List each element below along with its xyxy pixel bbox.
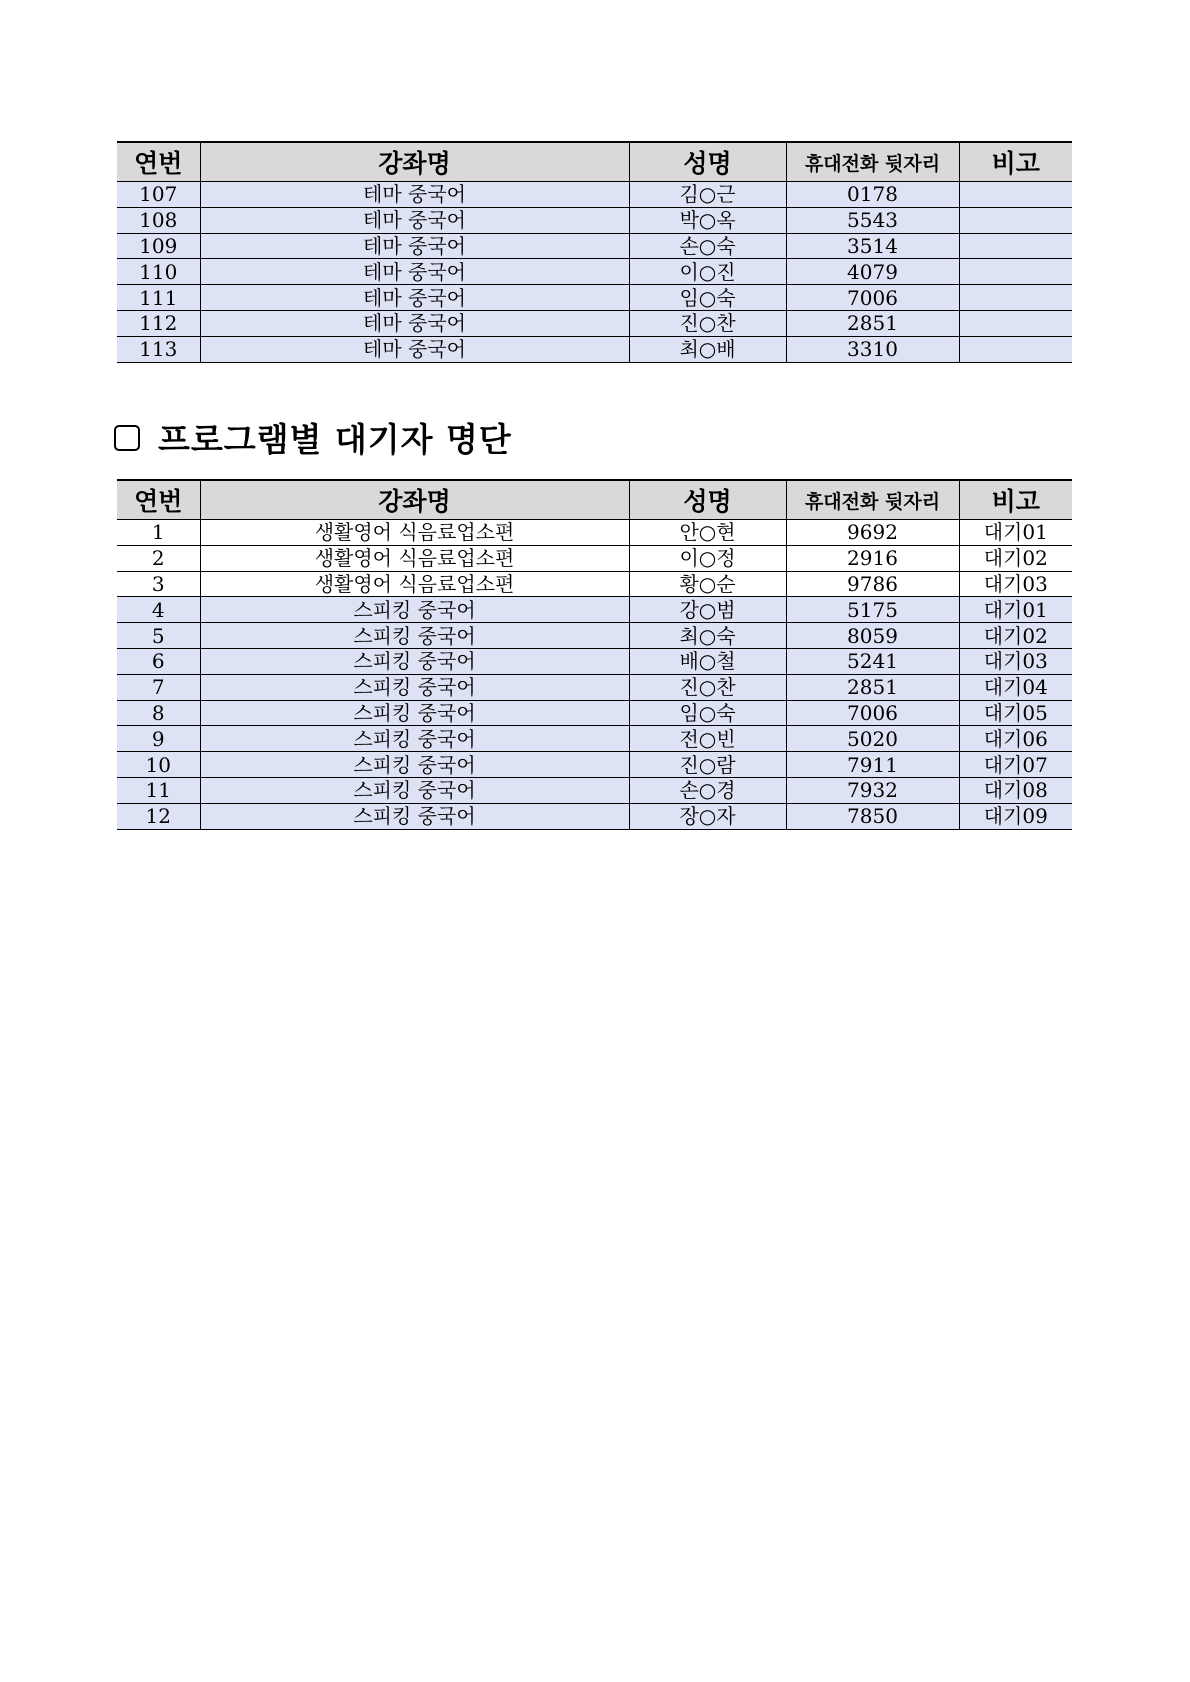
cell-course: 스피킹 중국어 [200,726,629,752]
cell-no: 111 [117,285,200,311]
cell-phone: 7006 [786,700,959,726]
cell-course: 테마 중국어 [200,285,629,311]
cell-name: 강○범 [629,597,786,623]
cell-note [959,182,1072,208]
col-header-no: 연번 [117,142,200,182]
section-heading [114,415,512,459]
cell-phone: 5543 [786,207,959,233]
cell-name: 박○옥 [629,207,786,233]
table-row [117,674,1072,700]
cell-no: 113 [117,336,200,362]
table-row [117,648,1072,674]
cell-no: 5 [117,623,200,649]
cell-no: 112 [117,310,200,336]
cell-name: 배○철 [629,648,786,674]
cell-name: 진○찬 [629,674,786,700]
cell-note: 대기03 [959,571,1072,597]
roster-table-theme-chinese [117,141,1072,363]
cell-course: 스피킹 중국어 [200,777,629,803]
table-row [117,285,1072,311]
cell-name: 진○찬 [629,310,786,336]
cell-name: 장○자 [629,803,786,829]
cell-phone: 4079 [786,259,959,285]
table-row [117,182,1072,208]
table-row [117,700,1072,726]
cell-no: 12 [117,803,200,829]
cell-phone: 2851 [786,674,959,700]
cell-phone: 9786 [786,571,959,597]
cell-phone: 2851 [786,310,959,336]
cell-phone: 5175 [786,597,959,623]
cell-phone: 0178 [786,182,959,208]
cell-phone: 3514 [786,233,959,259]
cell-note: 대기06 [959,726,1072,752]
cell-no: 9 [117,726,200,752]
cell-no: 6 [117,648,200,674]
cell-name: 김○근 [629,182,786,208]
cell-name: 전○빈 [629,726,786,752]
col-header-phone: 휴대전화 뒷자리 [786,142,959,182]
cell-note: 대기01 [959,520,1072,546]
cell-no: 110 [117,259,200,285]
cell-no: 4 [117,597,200,623]
cell-course: 테마 중국어 [200,259,629,285]
cell-note: 대기04 [959,674,1072,700]
cell-note [959,259,1072,285]
table-row [117,207,1072,233]
cell-note: 대기08 [959,777,1072,803]
cell-course: 스피킹 중국어 [200,648,629,674]
cell-name: 이○정 [629,545,786,571]
cell-note: 대기09 [959,803,1072,829]
cell-note: 대기03 [959,648,1072,674]
cell-course: 생활영어 식음료업소편 [200,545,629,571]
cell-no: 107 [117,182,200,208]
cell-course: 테마 중국어 [200,233,629,259]
cell-name: 손○숙 [629,233,786,259]
col-header-phone: 휴대전화 뒷자리 [786,480,959,520]
table-header-row [117,142,1072,182]
table-row [117,545,1072,571]
cell-name: 안○현 [629,520,786,546]
cell-course: 생활영어 식음료업소편 [200,520,629,546]
cell-course: 테마 중국어 [200,336,629,362]
roster-table-waitlist [117,479,1072,830]
table-row [117,520,1072,546]
cell-course: 생활영어 식음료업소편 [200,571,629,597]
table-row [117,310,1072,336]
table-row [117,752,1072,778]
cell-course: 테마 중국어 [200,310,629,336]
cell-name: 손○경 [629,777,786,803]
col-header-name: 성명 [629,142,786,182]
table-row [117,777,1072,803]
cell-no: 1 [117,520,200,546]
cell-course: 스피킹 중국어 [200,803,629,829]
table-header-row [117,480,1072,520]
table-row [117,597,1072,623]
cell-no: 109 [117,233,200,259]
cell-note [959,310,1072,336]
table-row [117,803,1072,829]
col-header-note: 비고 [959,480,1072,520]
cell-name: 최○숙 [629,623,786,649]
col-header-course: 강좌명 [200,480,629,520]
cell-no: 11 [117,777,200,803]
cell-phone: 7850 [786,803,959,829]
table-row [117,259,1072,285]
cell-phone: 7911 [786,752,959,778]
col-header-course: 강좌명 [200,142,629,182]
cell-course: 스피킹 중국어 [200,674,629,700]
cell-note [959,233,1072,259]
table-row [117,233,1072,259]
cell-course: 스피킹 중국어 [200,623,629,649]
col-header-name: 성명 [629,480,786,520]
cell-course: 테마 중국어 [200,182,629,208]
cell-name: 최○배 [629,336,786,362]
cell-note [959,285,1072,311]
cell-note: 대기05 [959,700,1072,726]
cell-phone: 9692 [786,520,959,546]
table-row [117,571,1072,597]
table-row [117,623,1072,649]
col-header-note: 비고 [959,142,1072,182]
cell-no: 10 [117,752,200,778]
cell-note: 대기02 [959,545,1072,571]
cell-phone: 5020 [786,726,959,752]
cell-no: 8 [117,700,200,726]
checkbox-square-icon [114,425,140,451]
cell-phone: 5241 [786,648,959,674]
cell-name: 임○숙 [629,700,786,726]
cell-note: 대기02 [959,623,1072,649]
cell-phone: 2916 [786,545,959,571]
cell-no: 2 [117,545,200,571]
col-header-no: 연번 [117,480,200,520]
cell-note: 대기07 [959,752,1072,778]
cell-note [959,207,1072,233]
cell-phone: 8059 [786,623,959,649]
cell-phone: 3310 [786,336,959,362]
cell-name: 진○람 [629,752,786,778]
cell-no: 7 [117,674,200,700]
table-row [117,336,1072,362]
cell-no: 3 [117,571,200,597]
cell-name: 황○순 [629,571,786,597]
section-title: 프로그램별 대기자 명단 [158,419,512,459]
cell-no: 108 [117,207,200,233]
cell-course: 스피킹 중국어 [200,700,629,726]
cell-name: 이○진 [629,259,786,285]
table-row [117,726,1072,752]
cell-course: 테마 중국어 [200,207,629,233]
cell-phone: 7932 [786,777,959,803]
cell-note [959,336,1072,362]
cell-note: 대기01 [959,597,1072,623]
cell-phone: 7006 [786,285,959,311]
cell-course: 스피킹 중국어 [200,752,629,778]
cell-course: 스피킹 중국어 [200,597,629,623]
cell-name: 임○숙 [629,285,786,311]
